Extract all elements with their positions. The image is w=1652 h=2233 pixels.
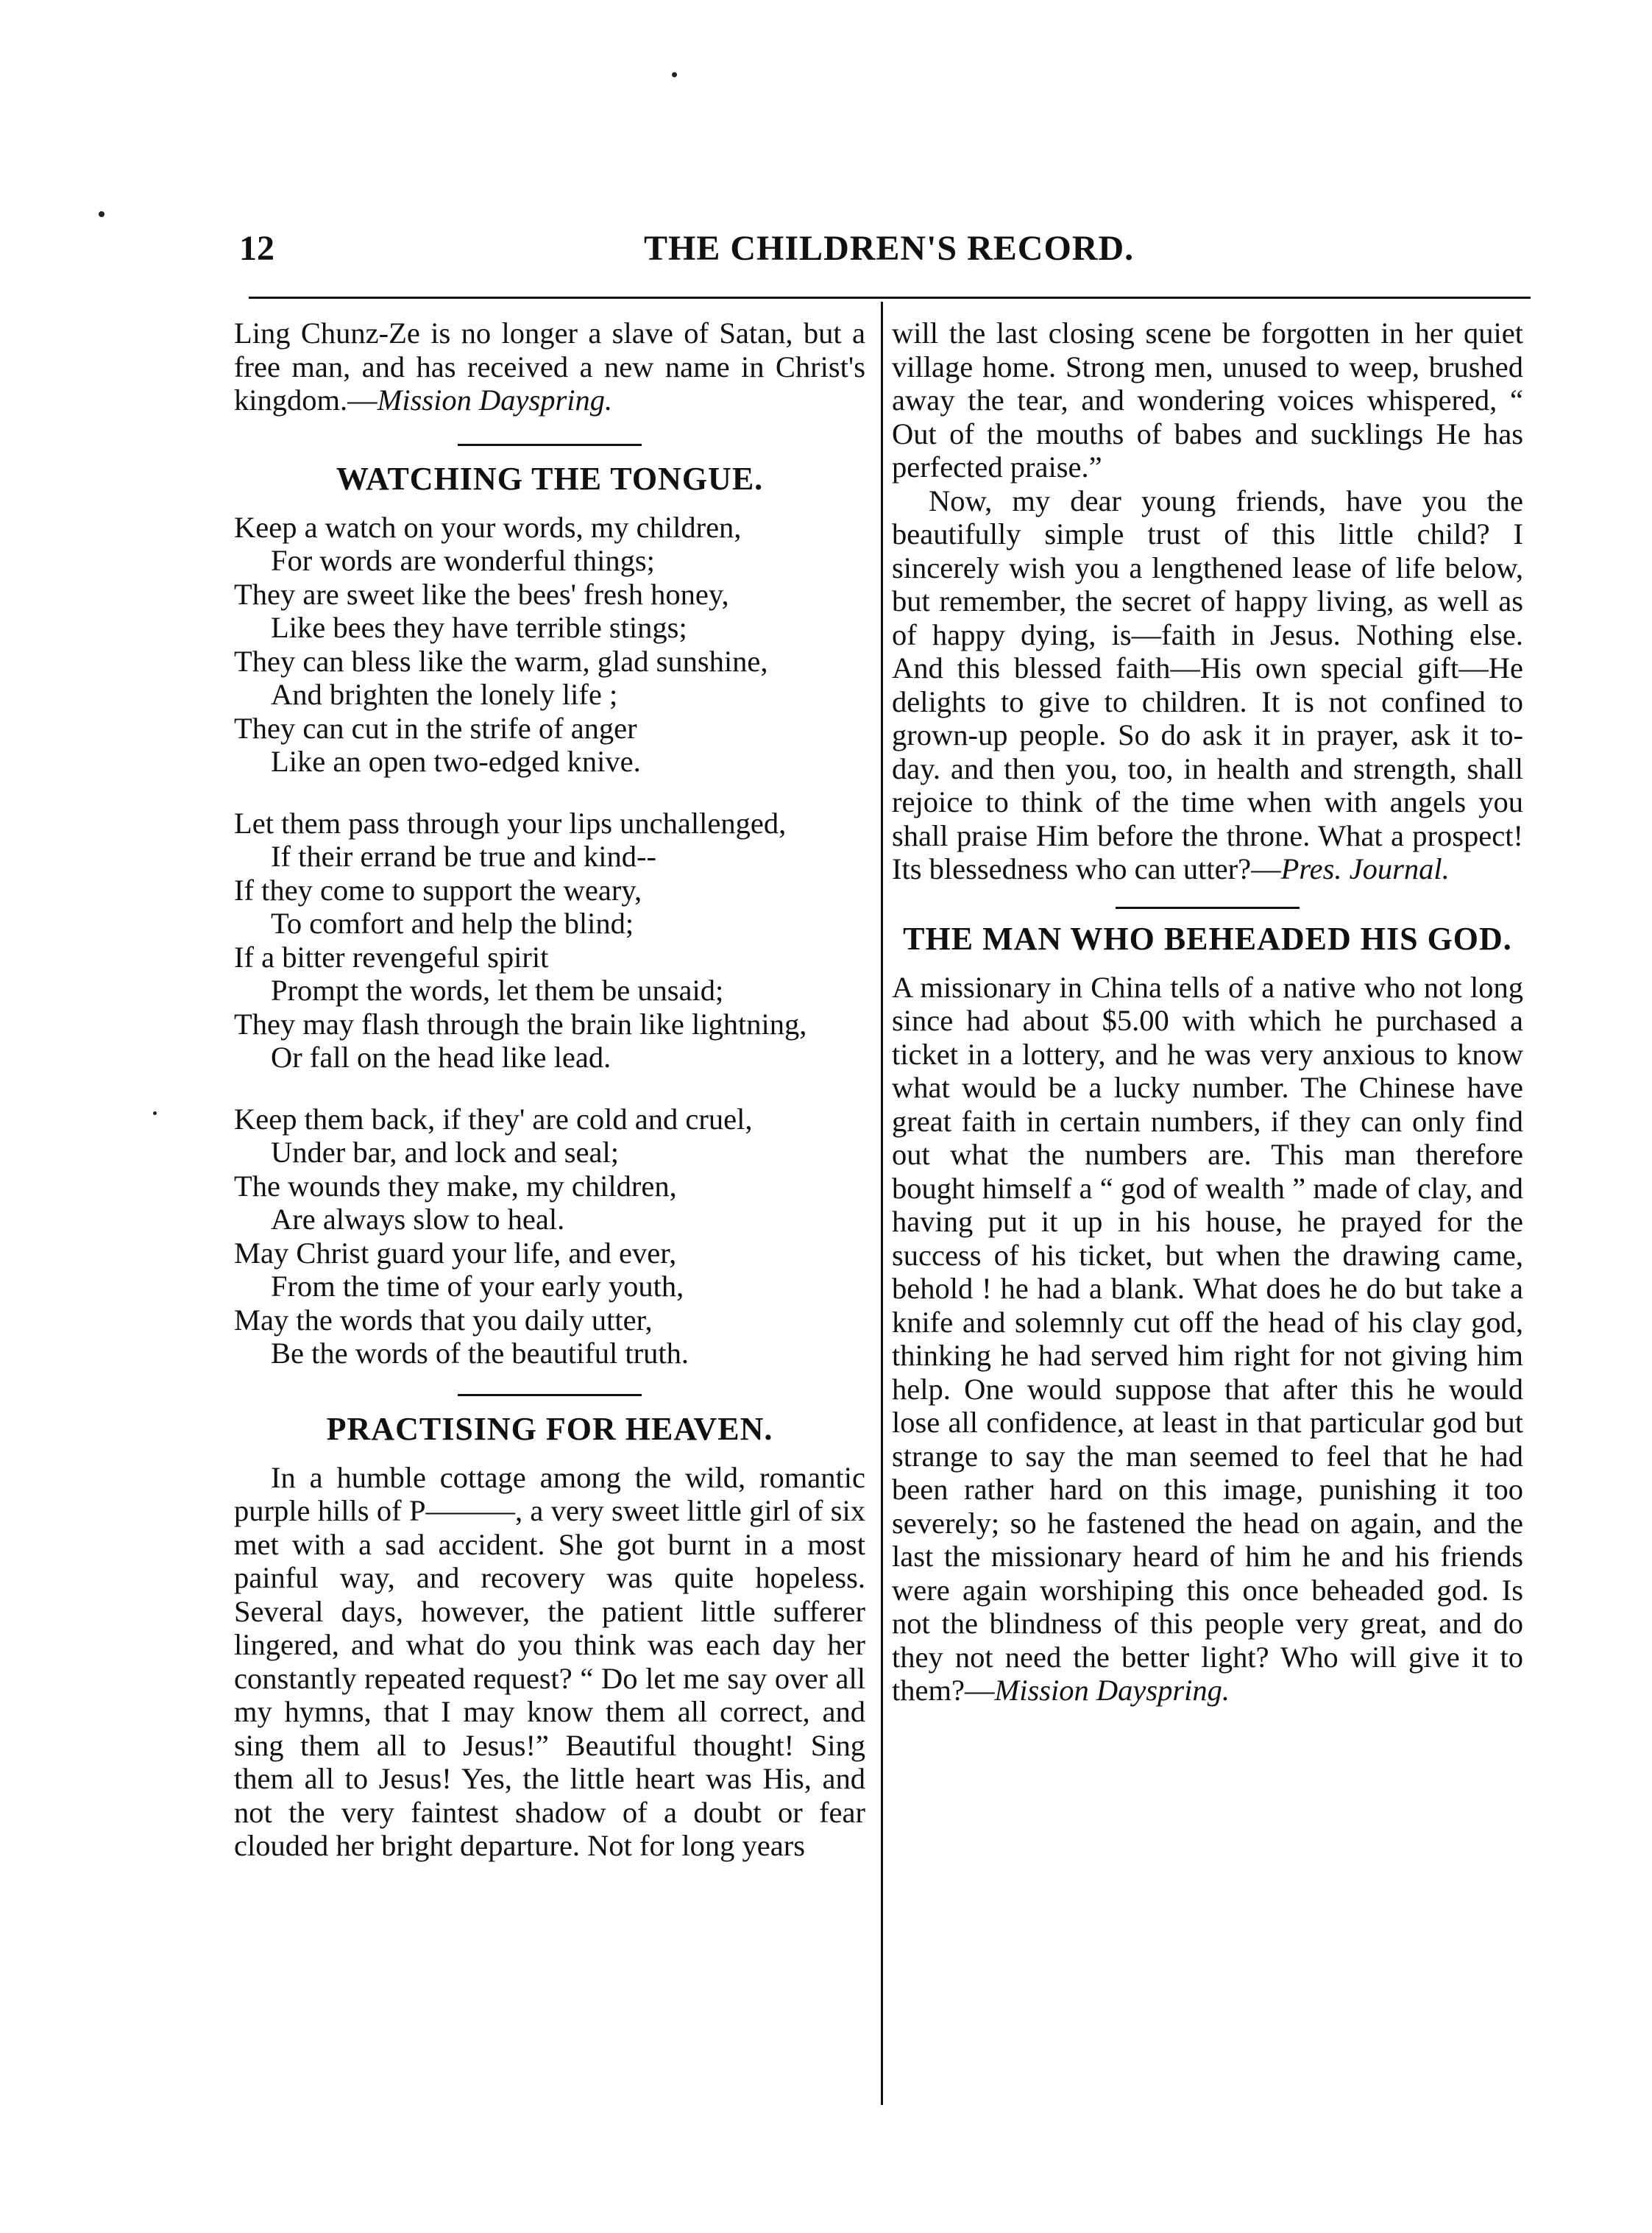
- poem-line: Like an open two-edged knive.: [271, 745, 641, 778]
- header-rule: [249, 297, 1531, 299]
- practising-title: PRACTISING FOR HEAVEN.: [326, 1410, 773, 1447]
- column-divider: [881, 302, 883, 2105]
- poem-line: The wounds they make, my children,: [234, 1169, 677, 1203]
- poem-line: Prompt the words, let them be unsaid;: [271, 974, 724, 1007]
- left-column: [234, 316, 865, 1863]
- poem-line: May the words that you daily utter,: [234, 1303, 653, 1337]
- opening-source: Mission Dayspring.: [377, 383, 613, 417]
- poem-line: They can cut in the strife of anger: [234, 711, 637, 745]
- scan-speck: [153, 1111, 157, 1115]
- running-title: THE CHILDREN'S RECORD.: [644, 229, 1135, 268]
- poem-line: For words are wonderful things;: [271, 544, 655, 577]
- poem-line: Like bees they have terrible stings;: [271, 611, 687, 644]
- poem-line: They may flash through the brain like lightning,: [234, 1007, 807, 1041]
- opening-paragraph: [234, 316, 865, 417]
- section-divider: [458, 1394, 642, 1396]
- section-divider: [1116, 907, 1300, 909]
- poem-line: To comfort and help the blind;: [271, 907, 634, 940]
- poem-line: They are sweet like the bees' fresh honey,: [234, 577, 729, 611]
- continuation-paragraph: will the last closing scene be forgotten in her quiet village home. Strong men, unused to weep, brushed away the tear, and wondering voices whispered, “ Out of the mouths of babes and sucklings He has perfected praise.”: [892, 316, 1523, 484]
- scan-speck: [672, 72, 677, 77]
- scan-speck: [99, 211, 104, 217]
- beheaded-paragraph: [892, 971, 1523, 1708]
- poem-line: May Christ guard your life, and ever,: [234, 1236, 677, 1270]
- poem-stanza: [234, 807, 865, 1075]
- poem-line: From the time of your early youth,: [271, 1270, 684, 1303]
- poem-line: Be the words of the beautiful truth.: [271, 1337, 689, 1370]
- section-divider: [458, 444, 642, 446]
- poem-title: WATCHING THE TONGUE.: [336, 460, 764, 497]
- poem-line: If they come to support the weary,: [234, 873, 642, 907]
- poem-line: If their errand be true and kind--: [271, 840, 657, 873]
- right-column: [892, 316, 1523, 1708]
- practising-paragraph: In a humble cottage among the wild, romantic purple hills of P———, a very sweet little girl of six met with a sad accident. She got burnt in a most painful way, and recovery was quite hopeless. Several days, however, the patient little sufferer lingered, and what do you think was each day her constantly repeated request? “ Do let me say over all my hymns, that I may know them all correct, and sing them all to Jesus!” Beautiful thought! Sing them all to Jesus! Yes, the little heart was His, and not the very faintest shadow of a doubt or fear clouded her bright departure. Not for long years: [234, 1460, 865, 1862]
- opening-paragraph-text: Ling Chunz-Ze is no longer a slave of Satan, but a free man, and has received a new name in Christ's kingdom.—: [234, 316, 865, 417]
- poem-line: Or fall on the head like lead.: [271, 1041, 611, 1074]
- poem-line: And brighten the lonely life ;: [271, 678, 618, 711]
- poem-line: Let them pass through your lips unchallenged,: [234, 806, 787, 840]
- page-header: [239, 227, 1531, 271]
- exhortation-text: Now, my dear young friends, have you the beautifully simple trust of this little child? I sincerely wish you a lengthened lease of life below, but remember, the secret of happy living, as well as of happy dying, is—faith in Jesus. Nothing else. And this blessed faith—His own special gift—He delights to give to children. It is not confined to grown-up people. So do ask it in prayer, ask it to-day. and then you, too, in health and strength, shall rejoice to think of the time when with angels you shall praise Him before the throne. What a prospect! Its blessedness who can utter?—: [892, 484, 1523, 885]
- poem: [234, 511, 865, 1370]
- beheaded-title: THE MAN WHO BEHEADED HIS GOD.: [903, 920, 1512, 957]
- beheaded-text: A missionary in China tells of a native who not long since had about $5.00 with which he purchased a ticket in a lottery, and he was very anxious to know what would be a lucky number. The Chinese have great faith in certain numbers, if they can only find out what the numbers are. This man therefore bought himself a “ god of wealth ” made of clay, and having put it up in his house, he prayed for the success of his ticket, but when the drawing came, behold ! he had a blank. What does he do but take a knife and solemnly cut off the head of his clay god, thinking he had served him right for not giving him help. One would suppose that after this he would lose all confidence, at least in that particular god but strange to say the man seemed to feel that he had been rather hard on this image, punishing it too severely; so he fastened the head on again, and the last the missionary heard of him he and his friends were again worshiping this once beheaded god. Is not the blindness of this people very great, and do they not need the better light? Who will give it to them?—: [892, 970, 1523, 1707]
- page-number: 12: [239, 229, 274, 268]
- poem-stanza: [234, 1103, 865, 1370]
- poem-stanza: [234, 511, 865, 779]
- poem-line: Keep a watch on your words, my children,: [234, 510, 742, 544]
- poem-line: Are always slow to heal.: [271, 1203, 565, 1236]
- beheaded-source: Mission Dayspring.: [994, 1674, 1230, 1707]
- exhortation-source: Pres. Journal.: [1280, 852, 1450, 885]
- poem-line: Under bar, and lock and seal;: [271, 1136, 619, 1169]
- poem-line: Keep them back, if they' are cold and cruel,: [234, 1102, 753, 1136]
- exhortation-paragraph: [892, 484, 1523, 886]
- poem-line: They can bless like the warm, glad sunshine,: [234, 644, 768, 678]
- poem-line: If a bitter revengeful spirit: [234, 940, 549, 974]
